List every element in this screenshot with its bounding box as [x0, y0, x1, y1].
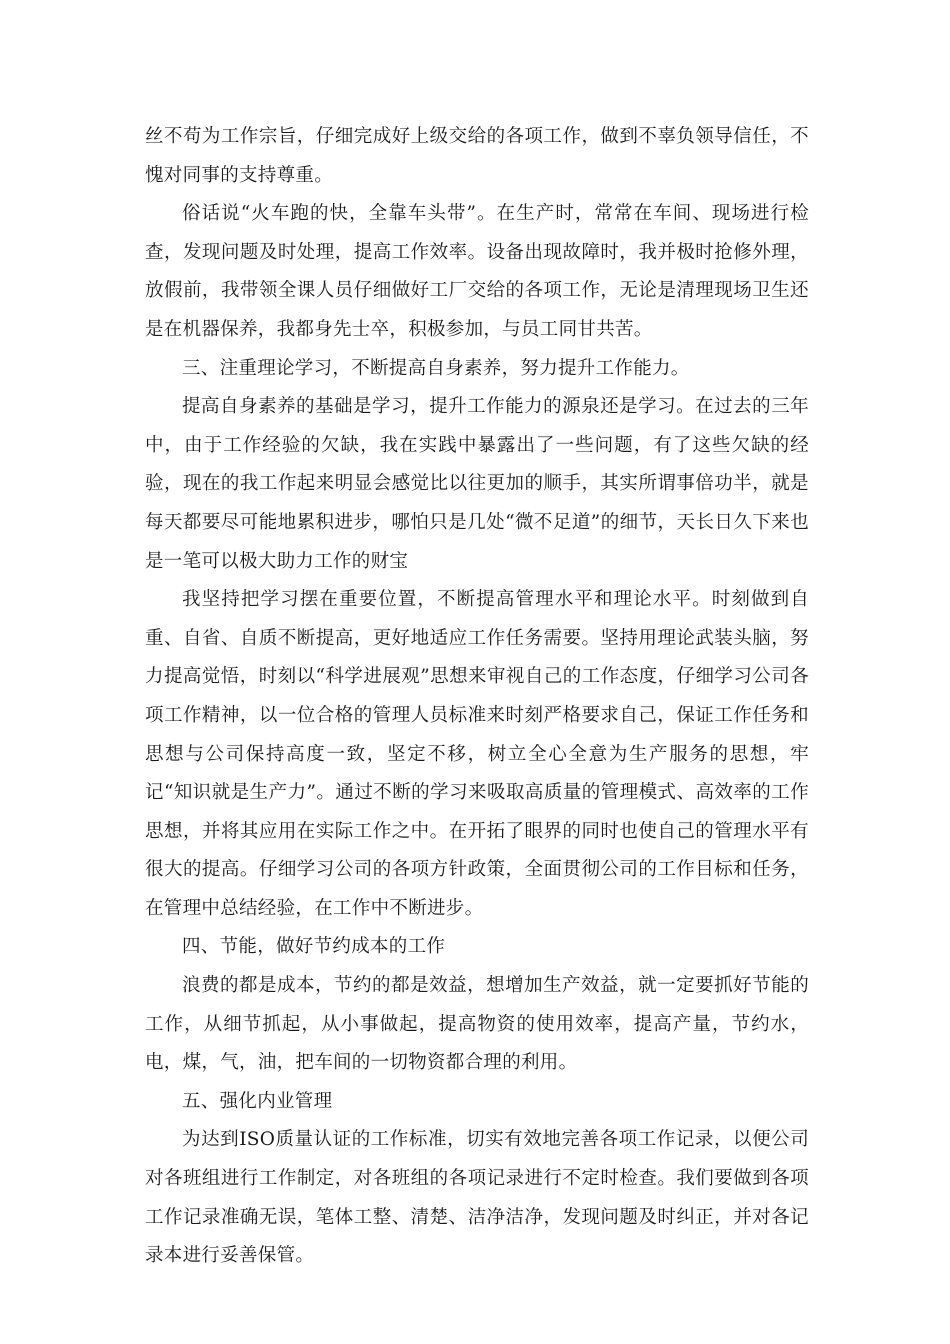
- document-body: [145, 118, 809, 1276]
- paragraph-internal-management: 为达到ISO质量认证的工作标准，切实有效地完善各项工作记录，以便公司对各班组进行工作制定，对各班组的各项记录进行不定时检查。我们要做到各项工作记录准确无误，笔体工整、清楚、洁净洁净，发现问题及时纠正，并对各记录本进行妥善保管。: [145, 1129, 809, 1267]
- section-heading-5: 五、强化内业管理: [182, 1090, 333, 1112]
- paragraph-continuation: 丝不苟为工作宗旨，仔细完成好上级交给的各项工作，做到不辜负领导信任，不愧对同事的支持尊重。: [145, 126, 809, 186]
- paragraph-energy-saving: 浪费的都是成本，节约的都是效益，想增加生产效益，就一定要抓好节能的工作，从细节抓起，从小事做起，提高物资的使用效率，提高产量，节约水，电，煤，气，油，把车间的一切物资都合理的利用。: [145, 975, 809, 1074]
- paragraph-study: 提高自身素养的基础是学习，提升工作能力的源泉还是学习。在过去的三年中，由于工作经验的欠缺，我在实践中暴露出了一些问题，有了这些欠缺的经验，现在的我工作起来明显会感觉比以往更加的顺手，其实所谓事倍功半，就是每天都要尽可能地累积进步，哪怕只是几处“微不足道”的细节，天长日久下来也是一笔可以极大助力工作的财宝: [145, 396, 809, 572]
- section-heading-4: 四、节能，做好节约成本的工作: [182, 936, 446, 958]
- section-heading-3: 三、注重理论学习，不断提高自身素养，努力提升工作能力。: [182, 357, 690, 379]
- paragraph-proverb: 俗话说“火车跑的快，全靠车头带”。在生产时，常常在车间、现场进行检查，发现问题及时处理，提高工作效率。设备出现故障时，我并极时抢修外理，放假前，我带领全课人员仔细做好工厂交给的各项工作，无论是清理现场卫生还是在机器保养，我都身先士卒，积极参加，与员工同甘共苦。: [145, 203, 809, 340]
- paragraph-persistence: 我坚持把学习摆在重要位置，不断提高管理水平和理论水平。时刻做到自重、自省、自质不断提高，更好地适应工作任务需要。坚持用理论武装头脑，努力提高觉悟，时刻以“科学进展观”思想来审视自己的工作态度，仔细学习公司各项工作精神，以一位合格的管理人员标准来时刻严格要求自己，保证工作任务和思想与公司保持高度一致，坚定不移，树立全心全意为生产服务的思想，牢记“知识就是生产力”。通过不断的学习来吸取高质量的管理模式、高效率的工作思想，并将其应用在实际工作之中。在开拓了眼界的同时也使自己的管理水平有很大的提高。仔细学习公司的各项方针政策，全面贯彻公司的工作目标和任务，在管理中总结经验，在工作中不断进步。: [145, 589, 809, 919]
